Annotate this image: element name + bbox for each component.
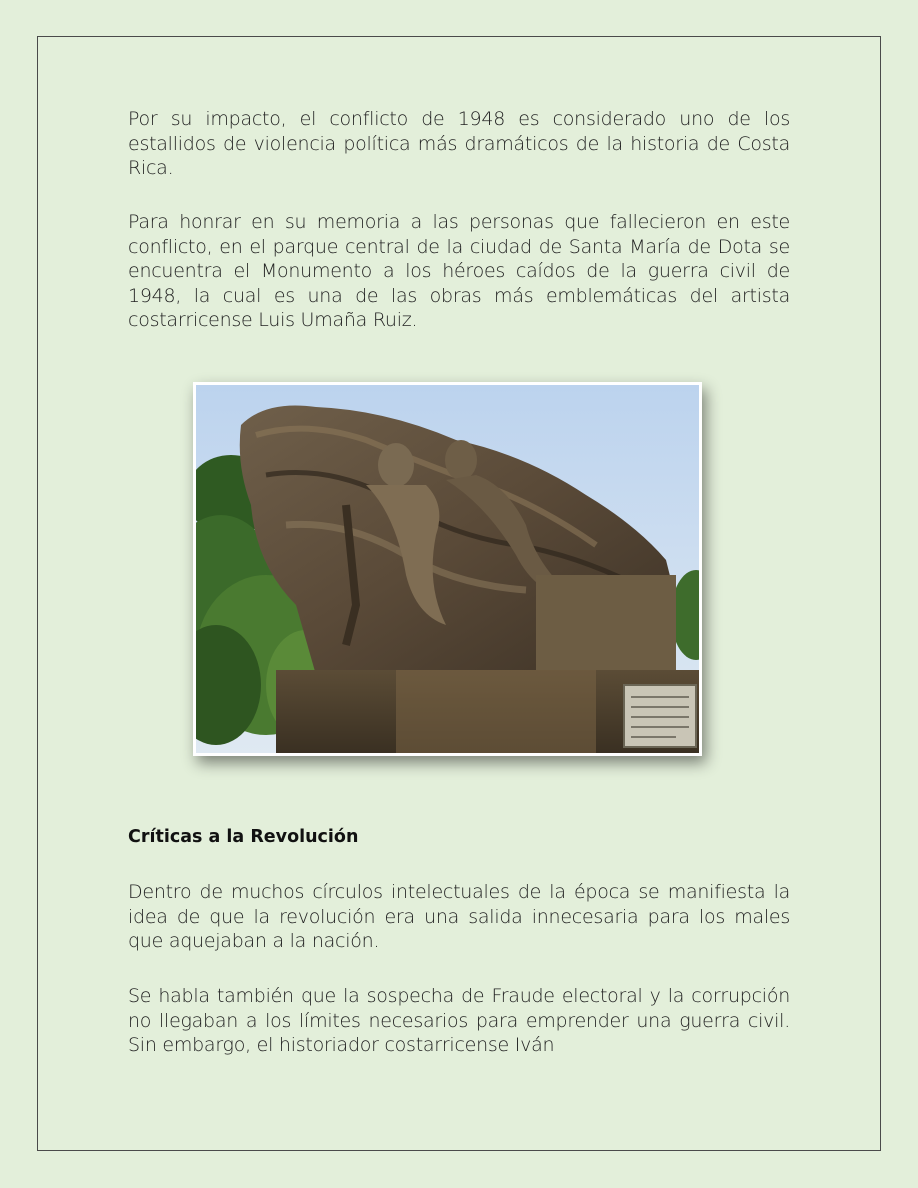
paragraph-electoral-fraud: Se habla también que la sospecha de Fraude electoral y la corrupción no llegaban a los límites necesarios para emprender una guerra civil. Sin embargo, el historiador costarricense Iván: [128, 985, 790, 1056]
paragraph-conflict-impact: Por su impacto, el conflicto de 1948 es considerado uno de los estallidos de violencia política más dramáticos de la historia de Costa Rica.: [128, 108, 790, 179]
section-heading: Críticas a la Revolución: [128, 827, 359, 847]
monument-photo: [193, 382, 702, 756]
paragraph-intellectual-criticism: Dentro de muchos círculos intelectuales de la época se manifiesta la idea de que la revolución era una salida innecesaria para los males que aquejaban a la nación.: [128, 881, 790, 952]
monument-photo-image: [196, 385, 699, 753]
paragraph-monument: Para honrar en su memoria a las personas que fallecieron en este conflicto, en el parque central de la ciudad de Santa María de Dota se encuentra el Monumento a los héroes caídos de la guerra civil de 1948, la cual es una de las obras más emblemáticas del artista costarricense Luis Umaña Ruiz.: [128, 211, 790, 331]
